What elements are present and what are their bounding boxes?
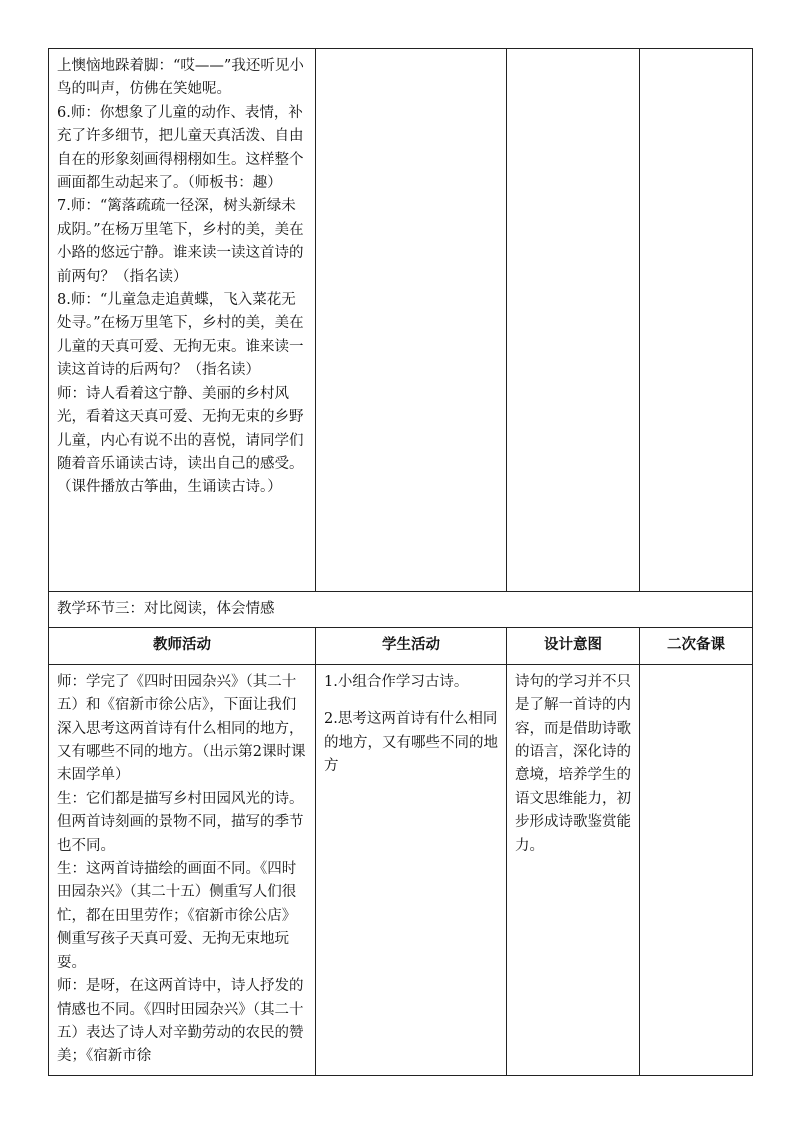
paragraph: 2.思考这两首诗有什么相同的地方，又有哪些不同的地方 [324,711,498,775]
teacher-activity-cell [49,664,316,1075]
header-student-activity: 学生活动 [316,628,507,664]
section-row [49,592,753,628]
student-activity-cell [316,664,507,1075]
paragraph: 7.师：“篱落疏疏一径深，树头新绿未成阴。”在杨万里笔下，乡村的美，美在小路的悠远宁静。谁来读一读这首诗的前两句？（指名读） [57,198,304,285]
paragraph: 师：诗人看着这宁静、美丽的乡村风光，看着这天真可爱、无拘无束的乡野儿童，内心有说不出的喜悦，请同学们随着音乐诵读古诗，读出自己的感受。（课件播放古筝曲，生诵读古诗。） [57,385,304,496]
design-intent-cell [507,664,640,1075]
student-activity-cell [316,49,507,592]
teacher-activity-cell [49,49,316,592]
header-row [49,628,753,664]
paragraph: 诗句的学习并不只是了解一首诗的内容，而是借助诗歌的语言，深化诗的意境，培养学生的语文思维能力，初步形成诗歌鉴赏能力。 [515,673,631,854]
second-prep-cell [640,664,753,1075]
second-prep-cell [640,49,753,592]
table-row [49,664,753,1075]
section-title: 教学环节三：对比阅读，体会情感 [49,592,753,628]
paragraph: 生：它们都是描写乡村田园风光的诗。但两首诗刻画的景物不同，描写的季节也不同。 [57,790,304,854]
paragraph: 生：这两首诗描绘的画面不同。《四时田园杂兴》（其二十五）侧重写人们很忙，都在田里劳作；《宿新市徐公店》侧重写孩子天真可爱、无拘无束地玩耍。 [57,861,297,971]
paragraph: 上懊恼地跺着脚：“哎——”我还听见小鸟的叫声，仿佛在笑她呢。 [57,58,304,98]
table-row [49,49,753,592]
header-design-intent: 设计意图 [507,628,640,664]
paragraph: 8.师：“儿童急走追黄蝶，飞入菜花无处寻。”在杨万里笔下，乡村的美，美在儿童的天真可爱、无拘无束。谁来读一读这首诗的后两句？（指名读） [57,292,304,379]
paragraph: 6.师：你想象了儿童的动作、表情，补充了许多细节，把儿童天真活泼、自由自在的形象刻画得栩栩如生。这样整个画面都生动起来了。（师板书：趣） [57,104,304,192]
paragraph: 师：是呀，在这两首诗中，诗人抒发的情感也不同。《四时田园杂兴》（其二十五）表达了诗人对辛勤劳动的农民的赞美；《宿新市徐 [57,978,304,1065]
design-intent-cell [507,49,640,592]
lesson-plan-table [48,48,753,1076]
paragraph: 师：学完了《四时田园杂兴》（其二十五）和《宿新市徐公店》，下面让我们深入思考这两首诗有什么相同的地方，又有哪些不同的地方。（出示第2课时课末固学单） [57,673,306,784]
header-second-prep: 二次备课 [640,628,753,664]
header-teacher-activity: 教师活动 [49,628,316,664]
paragraph: 1.小组合作学习古诗。 [324,673,469,690]
